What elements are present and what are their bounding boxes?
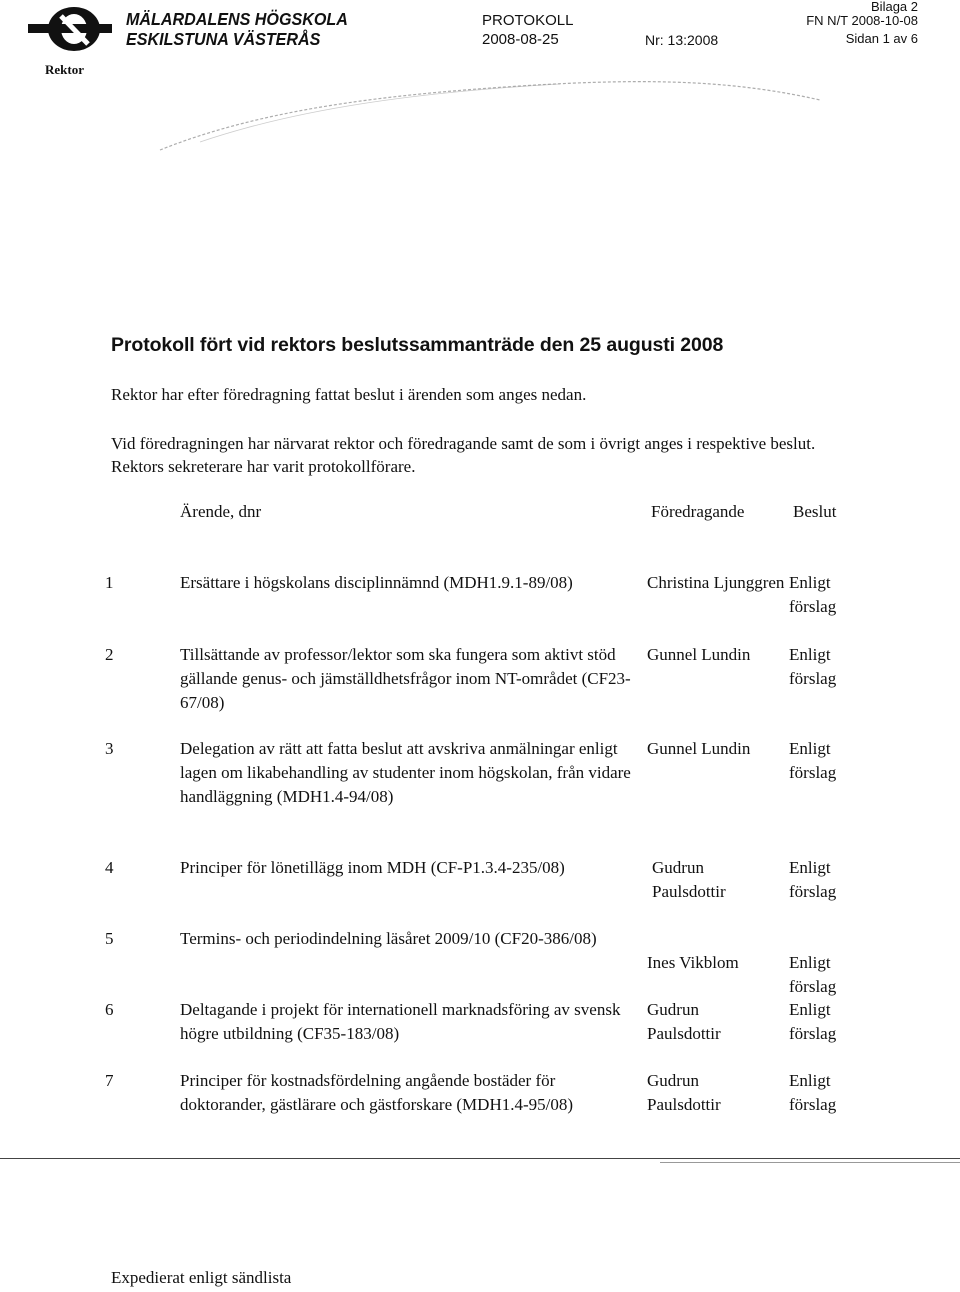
attachment-label: Bilaga 2	[871, 0, 918, 14]
row-case: Ersättare i högskolans disciplinnämnd (MDH1.9.1-89/08)	[180, 573, 573, 592]
column-header-decision: Beslut	[793, 502, 837, 521]
row-presenter: Gunnel Lundin	[647, 645, 751, 664]
row-presenter: Gudrun Paulsdottir	[647, 1000, 721, 1043]
row-presenter: Ines Vikblom	[647, 953, 739, 972]
intro-paragraph-2: Vid föredragningen har närvarat rektor och föredragande samt de som i övrigt anges i respektive beslut. Rektors sekreterare har varit protokollförare.	[111, 434, 816, 476]
distribution-note: Expedierat enligt sändlista	[111, 1268, 292, 1287]
row-case: Deltagande i projekt för internationell marknadsföring av svensk högre utbildning (CF35-183/08)	[180, 1000, 621, 1043]
row-decision: Enligt förslag	[789, 645, 837, 688]
unit-label: Rektor	[45, 62, 84, 77]
row-number: 7	[105, 1071, 114, 1090]
row-presenter: Christina Ljunggren	[647, 573, 785, 592]
row-decision: Enligt förslag	[789, 858, 837, 901]
mdh-logo-icon	[28, 4, 112, 54]
row-number: 1	[105, 573, 114, 592]
column-header-presenter: Föredragande	[651, 502, 745, 521]
row-decision: Enligt förslag	[789, 953, 837, 996]
university-name	[126, 9, 348, 49]
page-indicator: Sidan 1 av 6	[845, 31, 918, 46]
row-case: Delegation av rätt att fatta beslut att avskriva anmälningar enligt lagen om likabehandling av studenter inom högskolan, från vidare handläggning (MDH1.4-94/08)	[180, 739, 631, 806]
document-date: 2008-08-25	[482, 31, 559, 48]
row-decision: Enligt förslag	[789, 1000, 837, 1043]
row-presenter: Gunnel Lundin	[647, 739, 751, 758]
row-number: 4	[105, 858, 114, 877]
row-case: Principer för lönetillägg inom MDH (CF-P1.3.4-235/08)	[180, 858, 565, 877]
university-name-line1: MÄLARDALENS HÖGSKOLA	[126, 9, 348, 29]
row-number: 2	[105, 645, 114, 664]
intro-paragraph-1: Rektor har efter föredragning fattat beslut i ärenden som anges nedan.	[111, 385, 587, 404]
row-case: Termins- och periodindelning läsåret 2009/10 (CF20-386/08)	[180, 929, 597, 948]
document-type: PROTOKOLL	[482, 12, 574, 29]
scan-artifact-line	[0, 70, 960, 180]
row-presenter: Gudrun Paulsdottir	[647, 1071, 721, 1114]
page-title: Protokoll fört vid rektors beslutssammanträde den 25 augusti 2008	[111, 334, 724, 356]
row-case: Tillsättande av professor/lektor som ska fungera som aktivt stöd gällande genus- och jämställdhetsfrågor inom NT-området (CF23-67/08)	[180, 645, 631, 712]
row-number: 6	[105, 1000, 114, 1019]
reference-code: FN N/T 2008-10-08	[806, 13, 918, 28]
row-decision: Enligt förslag	[789, 1071, 837, 1114]
footer-divider-secondary	[660, 1162, 960, 1163]
row-decision: Enligt förslag	[789, 739, 837, 782]
document-number: Nr: 13:2008	[645, 32, 719, 48]
row-number: 5	[105, 929, 114, 948]
footer-divider	[0, 1158, 960, 1159]
column-header-case: Ärende, dnr	[180, 502, 262, 521]
row-presenter: Gudrun Paulsdottir	[652, 858, 726, 901]
row-number: 3	[105, 739, 114, 758]
row-decision: Enligt förslag	[789, 573, 837, 616]
university-name-line2: ESKILSTUNA VÄSTERÅS	[126, 29, 321, 49]
row-case: Principer för kostnadsfördelning angående bostäder för doktorander, gästlärare och gästforskare (MDH1.4-95/08)	[180, 1071, 574, 1114]
